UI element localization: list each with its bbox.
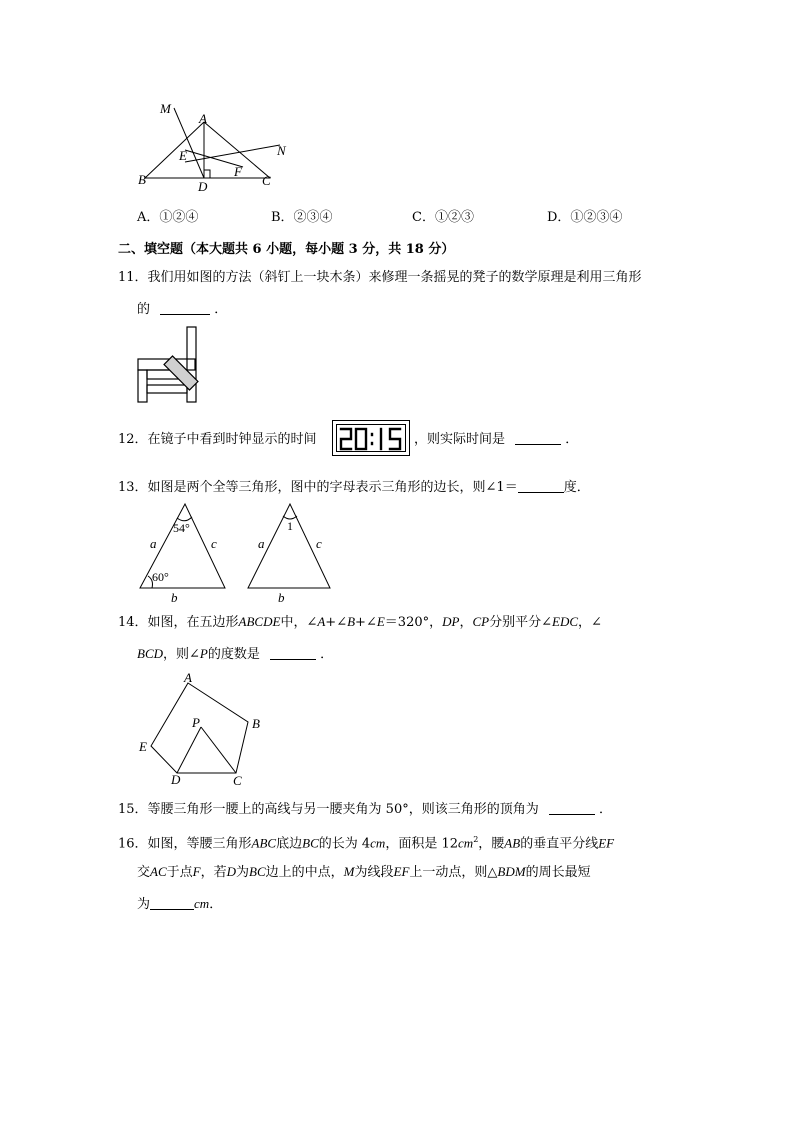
q16-t9: ，若 [200, 865, 227, 880]
question-15 [118, 800, 612, 820]
section-heading: 二、填空题（本大题共 6 小题，每小题 3 分，共 18 分） [118, 242, 455, 257]
q14-BCD: BCD [137, 646, 163, 661]
label-B: B [138, 172, 146, 187]
answer-blank [270, 645, 316, 660]
label-C: C [262, 173, 271, 188]
label-E: E [139, 739, 147, 754]
q16-t4: ，面积是 12 [385, 836, 459, 852]
question-16-line3 [137, 894, 222, 915]
q12-text-end: ． [565, 432, 579, 447]
q16-t7: 交 [137, 865, 151, 880]
pentagon-figure [133, 670, 273, 790]
q16-cm2: cm [458, 835, 474, 851]
q16-t10: 为 [236, 865, 250, 880]
label-E: E [179, 148, 187, 163]
question-14-line2 [137, 644, 333, 665]
q16-EF2: EF [393, 864, 410, 879]
q16-t2: 底边 [276, 836, 303, 852]
stool-figure [133, 325, 213, 405]
label-A: A [199, 111, 207, 126]
q16-BC2: BC [249, 864, 266, 879]
label-C: C [233, 773, 242, 788]
q16-t14: 的周长最短 [525, 865, 591, 880]
q16-t11: 边上的中点， [265, 865, 344, 880]
side-b-left: b [171, 590, 178, 605]
q16-t1: 16．如图，等腰三角形 [118, 836, 252, 852]
q11-text-pre: 的 [137, 302, 151, 317]
label-B: B [252, 716, 260, 731]
side-c-right: c [316, 536, 322, 551]
answer-blank [150, 895, 194, 910]
question-11-line2 [137, 300, 227, 320]
q14-B: B [347, 614, 356, 629]
q16-D: D [226, 864, 237, 879]
q16-cm1: cm [370, 835, 386, 851]
angle-54-label: 54° [173, 521, 190, 535]
q16-t5: ，腰 [478, 836, 505, 852]
q13-text-pre: 13．如图是两个全等三角形，图中的字母表示三角形的边长，则∠1＝ [118, 480, 518, 495]
side-a-left: a [150, 536, 157, 551]
option-c: C．①②③ [412, 210, 474, 225]
label-D: D [171, 772, 181, 787]
option-d: D．①②③④ [547, 210, 623, 225]
q14-CP: CP [472, 614, 490, 629]
q16-t12: 为线段 [354, 865, 394, 880]
q16-AC: AC [150, 864, 167, 879]
question-16-line1 [118, 830, 614, 854]
option-b: B．②③④ [271, 210, 333, 225]
question-12-post [414, 430, 578, 450]
q15-text: 15．等腰三角形一腰上的高线与另一腰夹角为 50°，则该三角形的顶角为 [118, 802, 539, 817]
q14-plus2: +∠ [355, 615, 377, 630]
q16-F: F [192, 864, 201, 879]
label-A: A [184, 670, 192, 685]
q11-text-post: ． [214, 302, 228, 317]
q16-t3: 的长为 4 [318, 836, 371, 852]
q14-comma: ， [459, 615, 473, 630]
q16-t8: 于点 [166, 865, 193, 880]
label-N: N [277, 143, 286, 158]
angle-1-label: 1 [287, 519, 293, 533]
label-F: F [234, 164, 242, 179]
q16-BDM: BDM [497, 864, 526, 879]
q14-pentagon: ABCDE [238, 614, 281, 629]
q16-M: M [343, 864, 355, 879]
q14-text-4: ，∠ [578, 615, 602, 630]
side-c-left: c [211, 536, 217, 551]
q16-sq: 2 [473, 835, 479, 844]
q13-text-post: 度． [563, 480, 590, 495]
angle-60-label: 60° [152, 570, 169, 584]
q16-end: ． [209, 897, 223, 912]
answer-blank [515, 430, 561, 445]
q14-text-3: 分别平分∠ [489, 615, 553, 630]
question-16-line2 [137, 862, 591, 883]
q14-DP: DP [442, 614, 460, 629]
option-a: A．①②④ [137, 210, 199, 225]
q16-t6: 的垂直平分线 [520, 836, 599, 852]
answer-blank [549, 800, 595, 815]
q14-plus1: +∠ [325, 615, 348, 630]
q14-A: A [317, 614, 326, 629]
q16-EF: EF [598, 835, 615, 851]
label-P: P [192, 715, 200, 730]
answer-blank [160, 300, 210, 315]
q14-text-5: ，则∠ [163, 647, 200, 662]
question-14-line1 [118, 612, 602, 633]
label-D: D [198, 179, 208, 194]
triangle-figure-q10 [130, 95, 300, 195]
q16-t13: 上一动点，则△ [409, 865, 498, 880]
q12-text-post: ，则实际时间是 [414, 432, 506, 447]
q16-AB: AB [504, 835, 521, 851]
q14-text-1: 14．如图，在五边形 [118, 615, 239, 630]
q14-eq: ＝320°， [384, 615, 443, 630]
side-a-right: a [258, 536, 265, 551]
label-M: M [160, 101, 171, 116]
q16-unit: cm [194, 896, 210, 911]
q14-text-2: 中，∠ [280, 615, 318, 630]
q14-P: P [199, 646, 208, 661]
q16-ABC: ABC [251, 835, 277, 851]
q14-text-6: 的度数是 [207, 647, 260, 662]
q15-end: ． [599, 802, 613, 817]
question-11-line1: 11．我们用如图的方法（斜钉上一块木条）来修理一条摇晃的凳子的数学原理是利用三角形 [118, 270, 642, 285]
question-12-pre: 12．在镜子中看到时钟显示的时间 [118, 432, 317, 447]
clock-digits [337, 425, 407, 453]
q14-end: ． [320, 647, 334, 662]
congruent-triangles-figure [130, 498, 345, 606]
answer-blank [518, 478, 564, 493]
q16-t15: 为 [137, 897, 151, 912]
clock-display [336, 424, 406, 452]
q14-E: E [376, 614, 385, 629]
question-13 [118, 478, 590, 498]
q14-EDC: EDC [552, 614, 579, 629]
side-b-right: b [278, 590, 285, 605]
digital-clock-image [332, 420, 410, 456]
q16-BC: BC [302, 835, 319, 851]
